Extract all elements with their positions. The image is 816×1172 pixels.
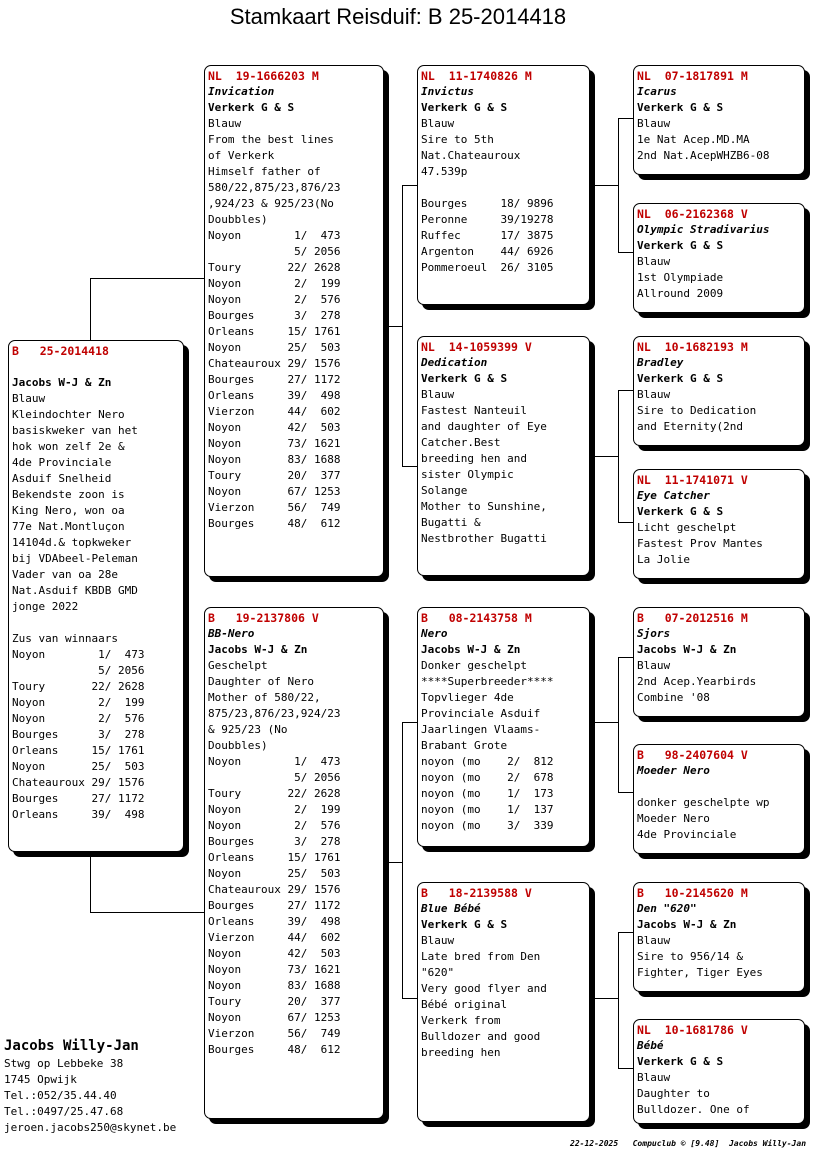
owner-name: Verkerk G & S xyxy=(421,918,508,931)
connector-line xyxy=(618,932,619,1068)
connector-line xyxy=(402,185,417,186)
owner-name: Verkerk G & S xyxy=(637,1055,724,1068)
pigeon-name: Den "620" xyxy=(637,902,697,915)
info-line: Noyon 2/ 576 xyxy=(12,712,145,725)
info-line: Bourges 27/ 1172 xyxy=(208,899,341,912)
owner-name: Jacobs W-J & Zn xyxy=(421,643,521,656)
info-line: Bourges 3/ 278 xyxy=(208,309,341,322)
owner-name: Verkerk G & S xyxy=(421,101,508,114)
info-line: 875/23,876/23,924/23 xyxy=(208,707,341,720)
connector-line xyxy=(618,118,619,252)
connector-line xyxy=(590,722,618,723)
info-line: Noyon 42/ 503 xyxy=(208,947,341,960)
info-line: Noyon 83/ 1688 xyxy=(208,979,341,992)
pigeon-name: Invication xyxy=(208,85,275,98)
pigeon-name: Dedication xyxy=(421,356,488,369)
pigeon-name: Bébé xyxy=(637,1039,664,1052)
info-line: Nat.Asduif KBDB GMD xyxy=(12,584,138,597)
info-line: 4de Provinciale xyxy=(12,456,112,469)
info-line: hok won zelf 2e & xyxy=(12,440,125,453)
info-line: Verkerk from xyxy=(421,1014,501,1027)
info-line: Orleans 39/ 498 xyxy=(208,389,341,402)
ring-number: B 98-2407604 V xyxy=(637,748,748,762)
breeder-info xyxy=(4,1036,176,1136)
pigeon-name: Icarus xyxy=(637,85,677,98)
info-line: 5/ 2056 xyxy=(208,771,341,784)
info-line: Blauw xyxy=(208,117,242,130)
info-line: Blauw xyxy=(421,934,455,947)
info-line: noyon (mo 3/ 339 xyxy=(421,819,554,832)
info-line: 5/ 2056 xyxy=(12,664,145,677)
info-line: ****Superbreeder**** xyxy=(421,675,554,688)
info-line: Bourges 27/ 1172 xyxy=(208,373,341,386)
info-line: Bourges 27/ 1172 xyxy=(12,792,145,805)
pigeon-name: Nero xyxy=(421,627,448,640)
info-line: Nestbrother Bugatti xyxy=(421,532,547,545)
breeder-address-line: Tel.:0497/25.47.68 xyxy=(4,1105,124,1118)
connector-line xyxy=(618,252,633,253)
pigeon-card-sire-dam xyxy=(417,336,590,576)
pigeon-card-sire-sire-sire xyxy=(633,65,805,175)
connector-line xyxy=(90,278,204,279)
info-line: breeding hen xyxy=(421,1046,501,1059)
connector-line xyxy=(618,390,633,391)
info-line: Blauw xyxy=(421,388,455,401)
info-line: Blauw xyxy=(637,255,671,268)
info-line: Blauw xyxy=(421,117,455,130)
info-line: Mother to Sunshine, xyxy=(421,500,547,513)
info-line: Blauw xyxy=(637,659,671,672)
info-line: noyon (mo 1/ 173 xyxy=(421,787,554,800)
info-line: Orleans 15/ 1761 xyxy=(12,744,145,757)
info-line: Toury 22/ 2628 xyxy=(12,680,145,693)
pigeon-name: Moeder Nero xyxy=(637,764,710,777)
info-line: Noyon 1/ 473 xyxy=(12,648,145,661)
info-line: Bourges 3/ 278 xyxy=(208,835,341,848)
info-line: Geschelpt xyxy=(208,659,268,672)
info-line: Vader van oa 28e xyxy=(12,568,118,581)
pigeon-name: Eye Catcher xyxy=(637,489,710,502)
info-line: Bébé original xyxy=(421,998,508,1011)
owner-name: Verkerk G & S xyxy=(637,101,724,114)
owner-name xyxy=(634,779,804,795)
pigeon-card-sire-sire xyxy=(417,65,590,305)
ring-number: B 10-2145620 M xyxy=(637,886,748,900)
owner-name: Jacobs W-J & Zn xyxy=(637,918,737,931)
pigeon-card-dam-sire-dam xyxy=(633,744,805,854)
info-line: Daughter to xyxy=(637,1087,710,1100)
info-line: Noyon 42/ 503 xyxy=(208,421,341,434)
info-line: Very good flyer and xyxy=(421,982,547,995)
info-line: Vierzon 56/ 749 xyxy=(208,1027,341,1040)
info-line: 580/22,875/23,876/23 xyxy=(208,181,341,194)
breeder-address-line: Stwg op Lebbeke 38 xyxy=(4,1057,124,1070)
info-line: Sire to 956/14 & xyxy=(637,950,743,963)
connector-line xyxy=(402,722,403,998)
connector-line xyxy=(402,722,417,723)
info-line: 47.539p xyxy=(421,165,468,178)
pigeon-card-sire-dam-sire xyxy=(633,336,805,446)
connector-line xyxy=(590,456,618,457)
info-line: Noyon 73/ 1621 xyxy=(208,437,341,450)
info-line: Late bred from Den xyxy=(421,950,541,963)
info-line: Noyon 25/ 503 xyxy=(208,341,341,354)
info-line: Orleans 15/ 1761 xyxy=(208,325,341,338)
info-line: 2nd Nat.AcepWHZB6-08 xyxy=(637,149,770,162)
info-line: Noyon 83/ 1688 xyxy=(208,453,341,466)
info-line: Bulldozer. One of xyxy=(637,1103,750,1116)
owner-name: Verkerk G & S xyxy=(421,372,508,385)
info-line: Noyon 2/ 576 xyxy=(208,293,341,306)
footer: 22-12-2025 Compuclub © [9.48] Jacobs Willy-Jan xyxy=(570,1139,807,1148)
info-line: Fastest Prov Mantes xyxy=(637,537,763,550)
info-line: La Jolie xyxy=(637,553,690,566)
info-line: 77e Nat.Montluçon xyxy=(12,520,125,533)
connector-line xyxy=(384,862,402,863)
connector-line xyxy=(618,522,633,523)
ring-number: NL 06-2162368 V xyxy=(637,207,748,221)
ring-number: NL 19-1666203 M xyxy=(208,69,319,83)
connector-line xyxy=(90,852,91,912)
info-line: Noyon 67/ 1253 xyxy=(208,1011,341,1024)
info-line: Noyon 2/ 199 xyxy=(208,803,341,816)
info-line: Jaarlingen Vlaams- xyxy=(421,723,541,736)
info-line: Blauw xyxy=(637,1071,671,1084)
info-line: Sire to 5th xyxy=(421,133,494,146)
owner-name: Verkerk G & S xyxy=(637,239,724,252)
ring-number: B 25-2014418 xyxy=(12,344,109,358)
ring-number: NL 07-1817891 M xyxy=(637,69,748,83)
info-line: Noyon 1/ 473 xyxy=(208,755,341,768)
info-line: Kleindochter Nero xyxy=(12,408,125,421)
info-line: ,924/23 & 925/23(No xyxy=(208,197,334,210)
info-line xyxy=(418,180,589,196)
pigeon-card-sire-sire-dam xyxy=(633,203,805,313)
info-line: 14104d.& topkweker xyxy=(12,536,132,549)
info-line: Mother of 580/22, xyxy=(208,691,321,704)
owner-name: Jacobs W-J & Zn xyxy=(637,643,737,656)
info-line: Chateauroux 29/ 1576 xyxy=(208,357,341,370)
pigeon-card-dam-sire xyxy=(417,607,590,847)
info-line: and daughter of Eye xyxy=(421,420,547,433)
pigeon-name: Blue Bébé xyxy=(421,902,481,915)
connector-line xyxy=(90,912,204,913)
connector-line xyxy=(618,657,619,792)
pigeon-card-dam-dam-dam xyxy=(633,1019,805,1124)
info-line: bij VDAbeel-Peleman xyxy=(12,552,138,565)
info-line: Noyon 25/ 503 xyxy=(208,867,341,880)
ring-number: B 19-2137806 V xyxy=(208,611,319,625)
info-line: Chateauroux 29/ 1576 xyxy=(208,883,341,896)
info-line: 1e Nat Acep.MD.MA xyxy=(637,133,750,146)
info-line: Toury 20/ 377 xyxy=(208,469,341,482)
info-line: Toury 20/ 377 xyxy=(208,995,341,1008)
ring-number: NL 11-1741071 V xyxy=(637,473,748,487)
info-line: Blauw xyxy=(637,388,671,401)
pigeon-card-dam xyxy=(204,607,384,1119)
info-line: 2nd Acep.Yearbirds xyxy=(637,675,757,688)
info-line: Asduif Snelheid xyxy=(12,472,112,485)
info-line: Ruffec 17/ 3875 xyxy=(421,229,554,242)
pigeon-card-sire-dam-dam xyxy=(633,469,805,579)
info-line: Vierzon 44/ 602 xyxy=(208,931,341,944)
connector-line xyxy=(90,278,91,340)
info-line: Doubbles) xyxy=(208,739,268,752)
breeder-address-line: Tel.:052/35.44.40 xyxy=(4,1089,117,1102)
info-line: Noyon 73/ 1621 xyxy=(208,963,341,976)
info-line: 4de Provinciale xyxy=(637,828,737,841)
info-line: 5/ 2056 xyxy=(208,245,341,258)
info-line: Noyon 1/ 473 xyxy=(208,229,341,242)
connector-line xyxy=(402,185,403,466)
info-line: and Eternity(2nd xyxy=(637,420,743,433)
info-line: of Verkerk xyxy=(208,149,275,162)
ring-number: B 18-2139588 V xyxy=(421,886,532,900)
info-line: Bourges 3/ 278 xyxy=(12,728,145,741)
info-line: Himself father of xyxy=(208,165,321,178)
info-line: Doubbles) xyxy=(208,213,268,226)
pigeon-name: BB-Nero xyxy=(208,627,255,640)
info-line: donker geschelpte wp xyxy=(637,796,770,809)
info-line: Brabant Grote xyxy=(421,739,508,752)
info-line: Orleans 15/ 1761 xyxy=(208,851,341,864)
info-line: Daughter of Nero xyxy=(208,675,314,688)
info-line: Vierzon 56/ 749 xyxy=(208,501,341,514)
ring-number: NL 10-1682193 M xyxy=(637,340,748,354)
info-line: Fastest Nanteuil xyxy=(421,404,527,417)
info-line: Noyon 2/ 576 xyxy=(208,819,341,832)
info-line: & 925/23 (No xyxy=(208,723,288,736)
info-line: King Nero, won oa xyxy=(12,504,125,517)
connector-line xyxy=(590,998,618,999)
info-line: noyon (mo 2/ 678 xyxy=(421,771,554,784)
ring-number: B 07-2012516 M xyxy=(637,611,748,625)
info-line: Allround 2009 xyxy=(637,287,724,300)
breeder-address-line: jeroen.jacobs250@skynet.be xyxy=(4,1121,177,1134)
connector-line xyxy=(384,326,402,327)
owner-name: Verkerk G & S xyxy=(208,101,295,114)
connector-line xyxy=(618,932,633,933)
info-line: Orleans 39/ 498 xyxy=(208,915,341,928)
info-line: Licht geschelpt xyxy=(637,521,737,534)
info-line: Argenton 44/ 6926 xyxy=(421,245,554,258)
connector-line xyxy=(618,390,619,522)
info-line: Noyon 2/ 199 xyxy=(208,277,341,290)
info-line: Orleans 39/ 498 xyxy=(12,808,145,821)
info-line: Peronne 39/19278 xyxy=(421,213,554,226)
info-line: Blauw xyxy=(637,117,671,130)
info-line: Bekendste zoon is xyxy=(12,488,125,501)
ring-number: NL 10-1681786 V xyxy=(637,1023,748,1037)
connector-line xyxy=(618,657,633,658)
info-line: Combine '08 xyxy=(637,691,710,704)
ring-number: B 08-2143758 M xyxy=(421,611,532,625)
pigeon-card-sire xyxy=(204,65,384,577)
pigeon-name: Olympic Stradivarius xyxy=(637,223,770,236)
info-line: Chateauroux 29/ 1576 xyxy=(12,776,145,789)
info-line: Catcher.Best xyxy=(421,436,501,449)
info-line: Sire to Dedication xyxy=(637,404,757,417)
owner-name: Jacobs W-J & Zn xyxy=(12,376,112,389)
breeder-address-line: 1745 Opwijk xyxy=(4,1073,77,1086)
info-line: Toury 22/ 2628 xyxy=(208,261,341,274)
info-line: jonge 2022 xyxy=(12,600,79,613)
info-line: Bugatti & xyxy=(421,516,481,529)
info-line: Bulldozer and good xyxy=(421,1030,541,1043)
pigeon-name: Invictus xyxy=(421,85,474,98)
page-title: Stamkaart Reisduif: B 25-2014418 xyxy=(229,4,567,29)
info-line: Donker geschelpt xyxy=(421,659,527,672)
info-line: noyon (mo 1/ 137 xyxy=(421,803,554,816)
pigeon-card-dam-dam xyxy=(417,882,590,1122)
info-line: From the best lines xyxy=(208,133,334,146)
info-line: Pommeroeul 26/ 3105 xyxy=(421,261,554,274)
info-line: Solange xyxy=(421,484,468,497)
info-line: Provinciale Asduif xyxy=(421,707,541,720)
connector-line xyxy=(618,1068,633,1069)
connector-line xyxy=(402,466,417,467)
info-line xyxy=(9,615,183,631)
info-line: breeding hen and xyxy=(421,452,527,465)
connector-line xyxy=(618,792,633,793)
info-line: noyon (mo 2/ 812 xyxy=(421,755,554,768)
info-line: Moeder Nero xyxy=(637,812,710,825)
ring-number: NL 11-1740826 M xyxy=(421,69,532,83)
info-line: Noyon 67/ 1253 xyxy=(208,485,341,498)
info-line: Noyon 25/ 503 xyxy=(12,760,145,773)
info-line: sister Olympic xyxy=(421,468,514,481)
info-line: Blauw xyxy=(12,392,46,405)
ring-number: NL 14-1059399 V xyxy=(421,340,532,354)
connector-line xyxy=(618,118,633,119)
pigeon-card-dam-sire-sire xyxy=(633,607,805,717)
info-line: Bourges 48/ 612 xyxy=(208,1043,341,1056)
info-line: basiskweker van het xyxy=(12,424,138,437)
info-line: Nat.Chateauroux xyxy=(421,149,521,162)
info-line: Noyon 2/ 199 xyxy=(12,696,145,709)
breeder-name: Jacobs Willy-Jan xyxy=(4,1038,139,1054)
owner-name: Verkerk G & S xyxy=(637,372,724,385)
connector-line xyxy=(402,998,417,999)
info-line: Zus van winnaars xyxy=(12,632,118,645)
info-line: Blauw xyxy=(637,934,671,947)
info-line: Bourges 18/ 9896 xyxy=(421,197,554,210)
owner-name: Jacobs W-J & Zn xyxy=(208,643,308,656)
connector-line xyxy=(590,185,618,186)
info-line: Bourges 48/ 612 xyxy=(208,517,341,530)
info-line: Toury 22/ 2628 xyxy=(208,787,341,800)
info-line: "620" xyxy=(421,966,455,979)
info-line: Fighter, Tiger Eyes xyxy=(637,966,763,979)
info-line: Vierzon 44/ 602 xyxy=(208,405,341,418)
pigeon-card-subject xyxy=(8,340,184,852)
owner-name: Verkerk G & S xyxy=(637,505,724,518)
spacer xyxy=(9,359,183,375)
info-line: Topvlieger 4de xyxy=(421,691,514,704)
info-line: 1st Olympiade xyxy=(637,271,724,284)
pigeon-card-dam-dam-sire xyxy=(633,882,805,992)
pigeon-name: Sjors xyxy=(637,627,671,640)
pigeon-name: Bradley xyxy=(637,356,684,369)
